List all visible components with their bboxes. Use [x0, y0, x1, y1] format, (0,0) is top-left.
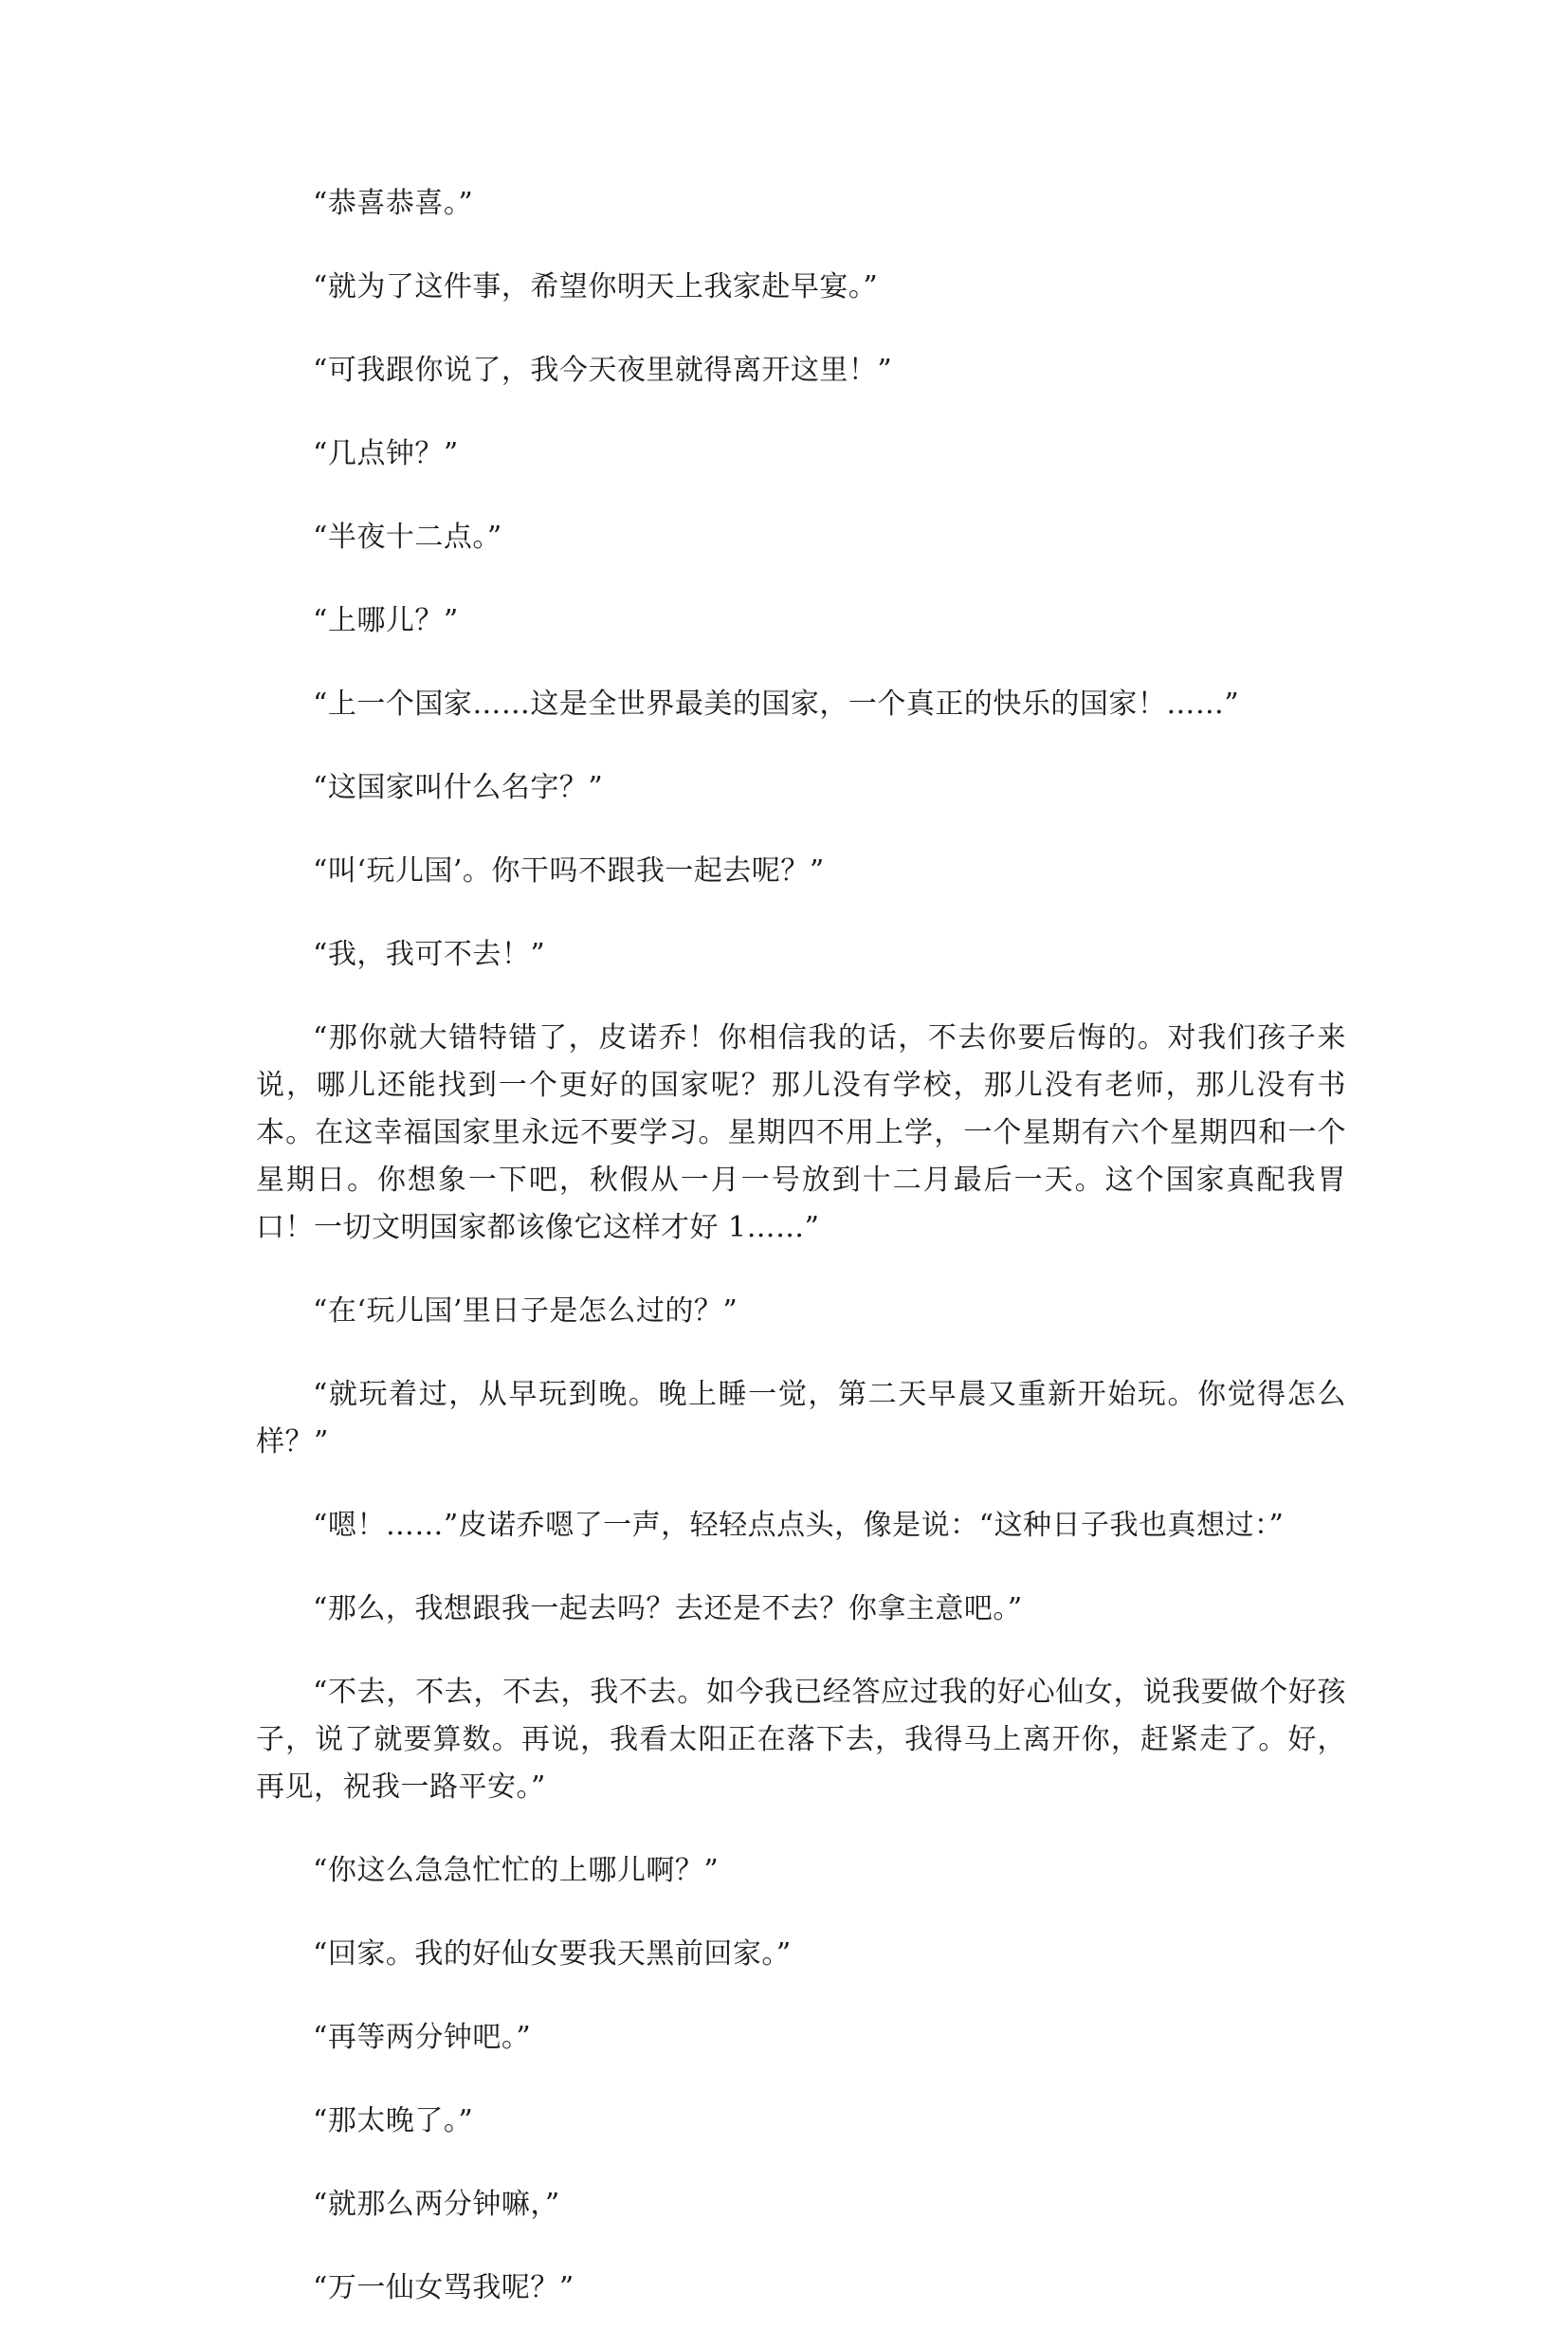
- paragraph: “叫‘玩儿国’。你干吗不跟我一起去呢？”: [313, 854, 825, 888]
- paragraph: “回家。我的好仙女要我天黑前回家。”: [313, 1937, 792, 1971]
- paragraph: “那么，我想跟我一起去吗？去还是不去？你拿主意吧。”: [313, 1592, 1023, 1625]
- paragraph: “半夜十二点。”: [313, 521, 502, 554]
- paragraph: “在‘玩儿国’里日子是怎么过的？”: [313, 1294, 738, 1328]
- paragraph: “上哪儿？”: [313, 604, 459, 637]
- paragraph: “你这么急急忙忙的上哪儿啊？”: [313, 1854, 720, 1887]
- text-column: [256, 180, 1346, 2348]
- paragraph: “不去，不去，不去，我不去。如今我已经答应过我的好心仙女，说我要做个好孩子，说了就要算数。再说，我看太阳正在落下去，我得马上离开你，赶紧走了。好，再见，祝我一路平安。”: [256, 1676, 1346, 1804]
- paragraph: “那你就大错特错了，皮诺乔！你相信我的话，不去你要后悔的。对我们孩子来说，哪儿还能找到一个更好的国家呢？那儿没有学校，那儿没有老师，那儿没有书本。在这幸福国家里永远不要学习。星期四不用上学，一个星期有六个星期四和一个星期日。你想象一下吧，秋假从一月一号放到十二月最后一天。这个国家真配我胃口！一切文明国家都该像它这样才好 1……”: [256, 1021, 1346, 1244]
- paragraph: “恭喜恭喜。”: [313, 187, 474, 220]
- paragraph: “几点钟？”: [313, 437, 459, 470]
- paragraph: “就玩着过，从早玩到晚。晚上睡一觉，第二天早晨又重新开始玩。你觉得怎么样？”: [256, 1378, 1346, 1458]
- paragraph: “就为了这件事，希望你明天上我家赴早宴。”: [313, 270, 879, 303]
- paragraph: “就那么两分钟嘛，”: [313, 2188, 560, 2221]
- paragraph: “上一个国家……这是全世界最美的国家，一个真正的快乐的国家！……”: [313, 688, 1240, 721]
- paragraph: “万一仙女骂我呢？”: [313, 2271, 574, 2304]
- paragraph: “这国家叫什么名字？”: [313, 771, 604, 804]
- paragraph: “我，我可不去！”: [313, 938, 546, 971]
- paragraph: “那太晚了。”: [313, 2104, 474, 2137]
- paragraph: “可我跟你说了，我今天夜里就得离开这里！”: [313, 354, 893, 387]
- paragraph: “嗯！……”皮诺乔嗯了一声，轻轻点点头，像是说：“这种日子我也真想过：”: [313, 1509, 1285, 1542]
- paragraph: “再等两分钟吧。”: [313, 2021, 532, 2054]
